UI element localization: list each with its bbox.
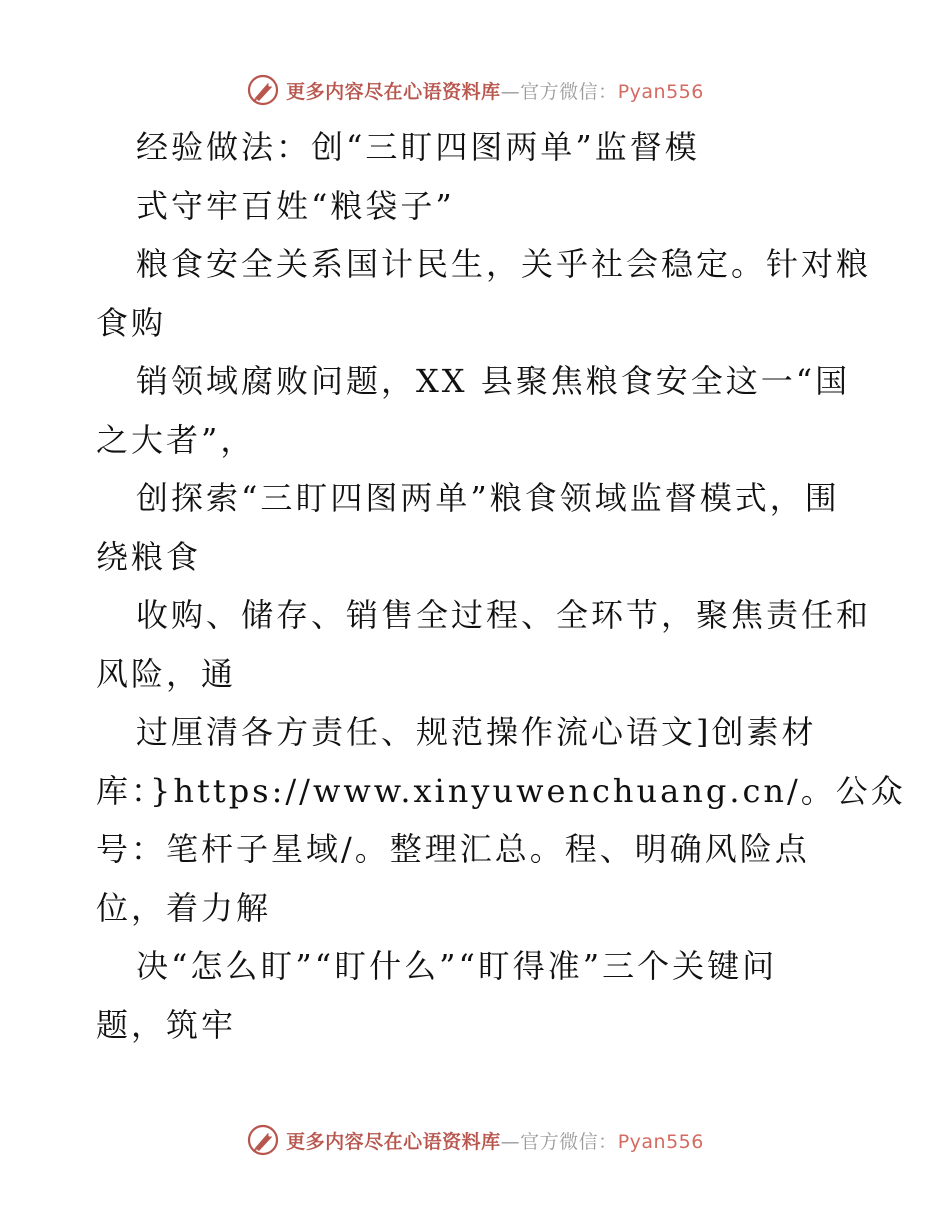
watermark-wechat-label: 官方微信： (520, 80, 618, 103)
watermark-main-text: 更多内容尽在心语资料库 (286, 1130, 501, 1153)
header-watermark-text (286, 77, 704, 104)
text-line: 创探索“三盯四图两单”粮食领域监督模式，围 (136, 479, 840, 517)
footer-watermark-text (286, 1127, 704, 1154)
pen-logo-icon (246, 73, 280, 107)
text-line: 决“怎么盯”“盯什么”“盯得准”三个关键问 (136, 947, 778, 985)
text-line: 收购、储存、销售全过程、全环节，聚焦责任和 (136, 596, 872, 634)
text-line: 位，着力解 (96, 888, 272, 927)
text-line: 销领域腐败问题，XX 县聚焦粮食安全这一“国 (136, 362, 851, 400)
document-body (96, 118, 906, 1054)
header-watermark (0, 72, 950, 108)
footer-watermark-inner (246, 1123, 704, 1157)
pen-logo-icon (246, 1123, 280, 1157)
text-line: 风险，通 (96, 654, 237, 693)
text-line: 过厘清各方责任、规范操作流心语文]创素材 (136, 713, 817, 751)
header-watermark-inner (246, 73, 704, 107)
watermark-dash: — (500, 80, 521, 103)
text-line: 号：笔杆子星域/。整理汇总。程、明确风险点 (96, 830, 810, 868)
watermark-wechat-id: Pyan556 (617, 1130, 704, 1153)
watermark-dash: — (500, 1130, 521, 1153)
text-line: 库：}https://www.xinyuwenchuang.cn/。公众 (96, 771, 906, 810)
watermark-wechat-label: 官方微信： (520, 1130, 618, 1153)
text-line: 题，筑牢 (96, 1005, 237, 1044)
footer-watermark (0, 1122, 950, 1158)
text-line: 绕粮食 (96, 537, 202, 576)
text-line: 式守牢百姓“粮袋子” (136, 186, 455, 225)
text-line: 经验做法：创“三盯四图两单”监督模 (136, 128, 700, 166)
text-line: 粮食安全关系国计民生，关乎社会稳定。针对粮 (136, 245, 872, 283)
text-line: 食购 (96, 303, 167, 342)
watermark-wechat-id: Pyan556 (617, 80, 704, 103)
text-line: 之大者”， (96, 420, 256, 459)
watermark-main-text: 更多内容尽在心语资料库 (286, 80, 501, 103)
